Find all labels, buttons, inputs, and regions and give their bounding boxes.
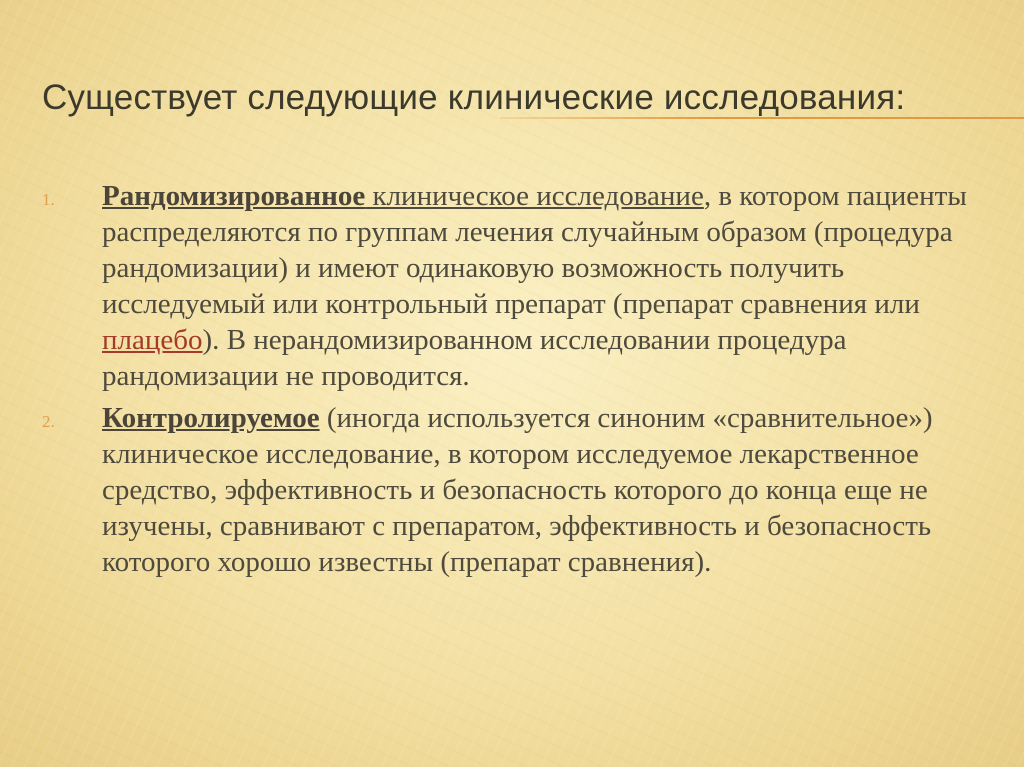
numbered-list	[42, 178, 1002, 586]
list-item	[42, 178, 1002, 394]
title-divider	[500, 117, 1024, 119]
list-item-term-suffix: клиническое исследование	[365, 180, 704, 212]
list-item-text: , в котором пациенты распределяются по группам лечения случайным образом (процедура рандомизации) и имеют одинаковую возможность получить исследуемый или контрольный препарат (препарат сравнения или	[102, 180, 967, 320]
list-item-number: 2.	[42, 412, 55, 431]
list-item-text: (иногда используется синоним «сравнительное») клиническое исследование, в котором исследуемое лекарственное средство, эффективность и безопасность которого до конца еще не изучены, сравнивают с препаратом, эффективность и безопасность которого хорошо известны (препарат сравнения).	[102, 402, 933, 578]
list-item	[42, 400, 1002, 580]
list-item-term: Рандомизированное	[102, 180, 366, 212]
placebo-link[interactable]: плацебо	[102, 324, 203, 356]
slide-title: Существует следующие клинические исследования:	[42, 78, 906, 117]
list-item-text-end: ). В нерандомизированном исследовании процедура рандомизации не проводится.	[102, 324, 847, 392]
list-item-number: 1.	[42, 190, 55, 209]
list-item-term: Контролируемое	[102, 402, 320, 434]
